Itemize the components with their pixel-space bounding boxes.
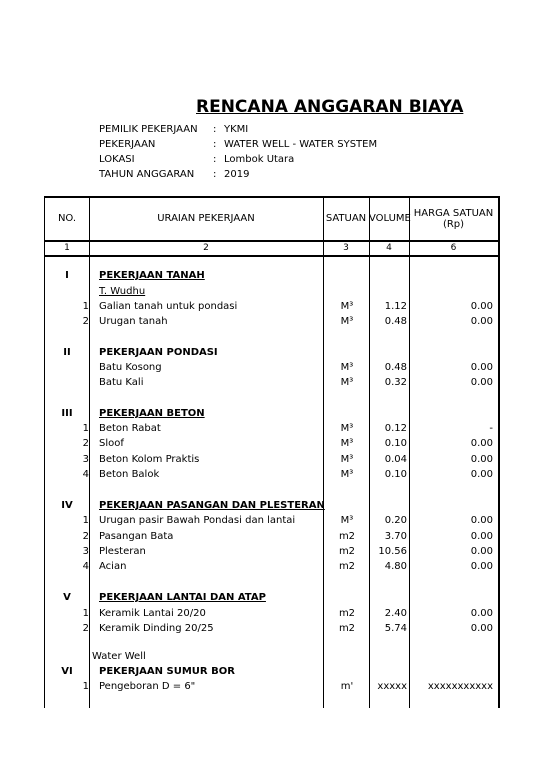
item-unit: M³	[340, 301, 354, 312]
meta-job-key: PEKERJAAN	[99, 139, 156, 150]
item-description: Pengeboran D = 6"	[99, 681, 196, 692]
item-unit-price: 0.00	[470, 454, 493, 465]
section-number: VI	[61, 666, 73, 677]
item-unit-price: 0.00	[470, 438, 493, 449]
item-unit: M³	[340, 469, 354, 480]
item-unit-price: 0.00	[470, 561, 493, 572]
header-divider	[45, 240, 498, 242]
section-title: PEKERJAAN TANAH	[99, 270, 205, 281]
table-row	[45, 531, 498, 546]
table-row	[45, 408, 498, 423]
header-no: NO.	[57, 213, 77, 224]
table-row	[45, 301, 498, 316]
meta-owner-value: YKMI	[224, 124, 249, 135]
item-unit-price: 0.00	[470, 469, 493, 480]
header-uraian: URAIAN PEKERJAAN	[157, 213, 255, 224]
header-harga: HARGA SATUAN	[413, 208, 494, 219]
item-unit-price: -	[489, 423, 493, 434]
item-number: 2	[82, 316, 89, 327]
col-number: 2	[203, 243, 209, 253]
item-volume: xxxxx	[377, 681, 407, 692]
table-row	[45, 438, 498, 453]
item-description: Sloof	[99, 438, 124, 449]
item-number: 2	[82, 623, 89, 634]
table-row	[45, 377, 498, 392]
item-number: 2	[82, 438, 89, 449]
table-row	[45, 316, 498, 331]
header-satuan: SATUAN	[325, 213, 367, 224]
item-volume: 3.70	[384, 531, 407, 542]
meta-location-sep: :	[213, 154, 217, 165]
item-unit: m2	[338, 531, 356, 542]
item-description: Urugan pasir Bawah Pondasi dan lantai	[99, 515, 296, 526]
col-number: 1	[64, 243, 70, 253]
item-unit: m2	[338, 623, 356, 634]
item-number: 3	[82, 454, 89, 465]
item-unit-price: 0.00	[470, 531, 493, 542]
budget-table	[44, 196, 500, 708]
table-row	[45, 623, 498, 638]
item-unit-price: 0.00	[470, 515, 493, 526]
section-number: II	[63, 347, 71, 358]
meta-owner	[99, 124, 248, 135]
item-volume: 0.10	[384, 469, 407, 480]
meta-year-key: TAHUN ANGGARAN	[99, 169, 195, 180]
item-volume: 0.48	[384, 362, 407, 373]
section-title: PEKERJAAN BETON	[99, 408, 205, 419]
item-number: 1	[82, 301, 89, 312]
table-row	[45, 681, 498, 696]
item-description: Pasangan Bata	[99, 531, 174, 542]
item-number: 3	[82, 546, 89, 557]
meta-job-sep: :	[213, 139, 217, 150]
section-number: III	[61, 408, 73, 419]
table-row	[45, 608, 498, 623]
meta-location	[99, 154, 294, 165]
item-volume: 1.12	[384, 301, 407, 312]
col-number: 3	[343, 243, 349, 253]
meta-owner-key: PEMILIK PEKERJAAN	[99, 124, 198, 135]
item-number: 4	[82, 561, 89, 572]
item-volume: 0.10	[384, 438, 407, 449]
item-unit-price: 0.00	[470, 301, 493, 312]
item-unit: M³	[340, 454, 354, 465]
table-row	[45, 454, 498, 469]
table-row	[45, 546, 498, 561]
header-harga-unit: (Rp)	[442, 219, 465, 230]
table-row	[45, 469, 498, 484]
col-number: 6	[450, 243, 457, 253]
item-unit-price: 0.00	[470, 546, 493, 557]
table-row	[45, 592, 498, 607]
item-description: T. Wudhu	[99, 286, 146, 297]
table-row	[45, 651, 498, 666]
item-description: Keramik Lantai 20/20	[99, 608, 206, 619]
item-volume: 0.12	[384, 423, 407, 434]
meta-year-value: 2019	[224, 169, 250, 180]
section-title: PEKERJAAN PONDASI	[99, 347, 218, 358]
item-unit: M³	[340, 377, 354, 388]
header-volume: VOLUME	[369, 213, 411, 224]
section-number: IV	[61, 500, 73, 511]
meta-job	[99, 139, 377, 150]
item-volume: 0.04	[384, 454, 407, 465]
table-row	[45, 500, 498, 515]
item-unit-price: 0.00	[470, 316, 493, 327]
col-number: 4	[386, 243, 392, 253]
item-unit: M³	[340, 438, 354, 449]
table-row	[45, 423, 498, 438]
meta-year	[99, 169, 249, 180]
item-unit-price: 0.00	[470, 377, 493, 388]
item-unit: m'	[340, 681, 354, 692]
item-description: Batu Kosong	[99, 362, 162, 373]
item-volume: 2.40	[384, 608, 407, 619]
numbers-divider	[45, 255, 498, 257]
item-unit-price: 0.00	[470, 623, 493, 634]
section-title: PEKERJAAN LANTAI DAN ATAP	[99, 592, 266, 603]
item-number: 4	[82, 469, 89, 480]
item-volume: 10.56	[378, 546, 407, 557]
item-number: 1	[82, 681, 89, 692]
item-description: Urugan tanah	[99, 316, 168, 327]
table-row	[45, 666, 498, 681]
item-unit: m2	[338, 608, 356, 619]
item-unit: M³	[340, 316, 354, 327]
item-volume: 4.80	[384, 561, 407, 572]
item-unit: M³	[340, 423, 354, 434]
group-label: Water Well	[92, 651, 146, 662]
section-title: PEKERJAAN PASANGAN DAN PLESTERAN	[99, 500, 325, 511]
item-description: Beton Kolom Praktis	[99, 454, 200, 465]
item-description: Beton Balok	[99, 469, 160, 480]
table-row	[45, 561, 498, 576]
item-unit-price: 0.00	[470, 362, 493, 373]
item-unit-price: 0.00	[470, 608, 493, 619]
item-unit: m2	[338, 546, 356, 557]
item-volume: 0.32	[384, 377, 407, 388]
item-volume: 0.48	[384, 316, 407, 327]
table-row	[45, 362, 498, 377]
meta-job-value: WATER WELL - WATER SYSTEM	[224, 139, 378, 150]
table-row	[45, 515, 498, 530]
table-row	[45, 286, 498, 301]
item-description: Galian tanah untuk pondasi	[99, 301, 238, 312]
item-number: 2	[82, 531, 89, 542]
meta-year-sep: :	[213, 169, 217, 180]
item-number: 1	[82, 515, 89, 526]
page-title: RENCANA ANGGARAN BIAYA	[196, 97, 464, 117]
item-unit: M³	[340, 515, 354, 526]
item-unit-price: xxxxxxxxxxx	[427, 681, 493, 692]
item-description: Batu Kali	[99, 377, 144, 388]
meta-location-value: Lombok Utara	[224, 154, 295, 165]
item-description: Beton Rabat	[99, 423, 161, 434]
meta-owner-sep: :	[213, 124, 217, 135]
section-number: V	[63, 592, 71, 603]
item-description: Keramik Dinding 20/25	[99, 623, 214, 634]
item-number: 1	[82, 423, 89, 434]
table-row	[45, 347, 498, 362]
item-volume: 5.74	[384, 623, 407, 634]
section-number: I	[65, 270, 69, 281]
section-title: PEKERJAAN SUMUR BOR	[99, 666, 235, 677]
item-unit: M³	[340, 362, 354, 373]
item-description: Acian	[99, 561, 127, 572]
item-number: 1	[82, 608, 89, 619]
item-description: Plesteran	[99, 546, 146, 557]
item-unit: m2	[338, 561, 356, 572]
table-row	[45, 270, 498, 285]
meta-location-key: LOKASI	[99, 154, 135, 165]
item-volume: 0.20	[384, 515, 407, 526]
